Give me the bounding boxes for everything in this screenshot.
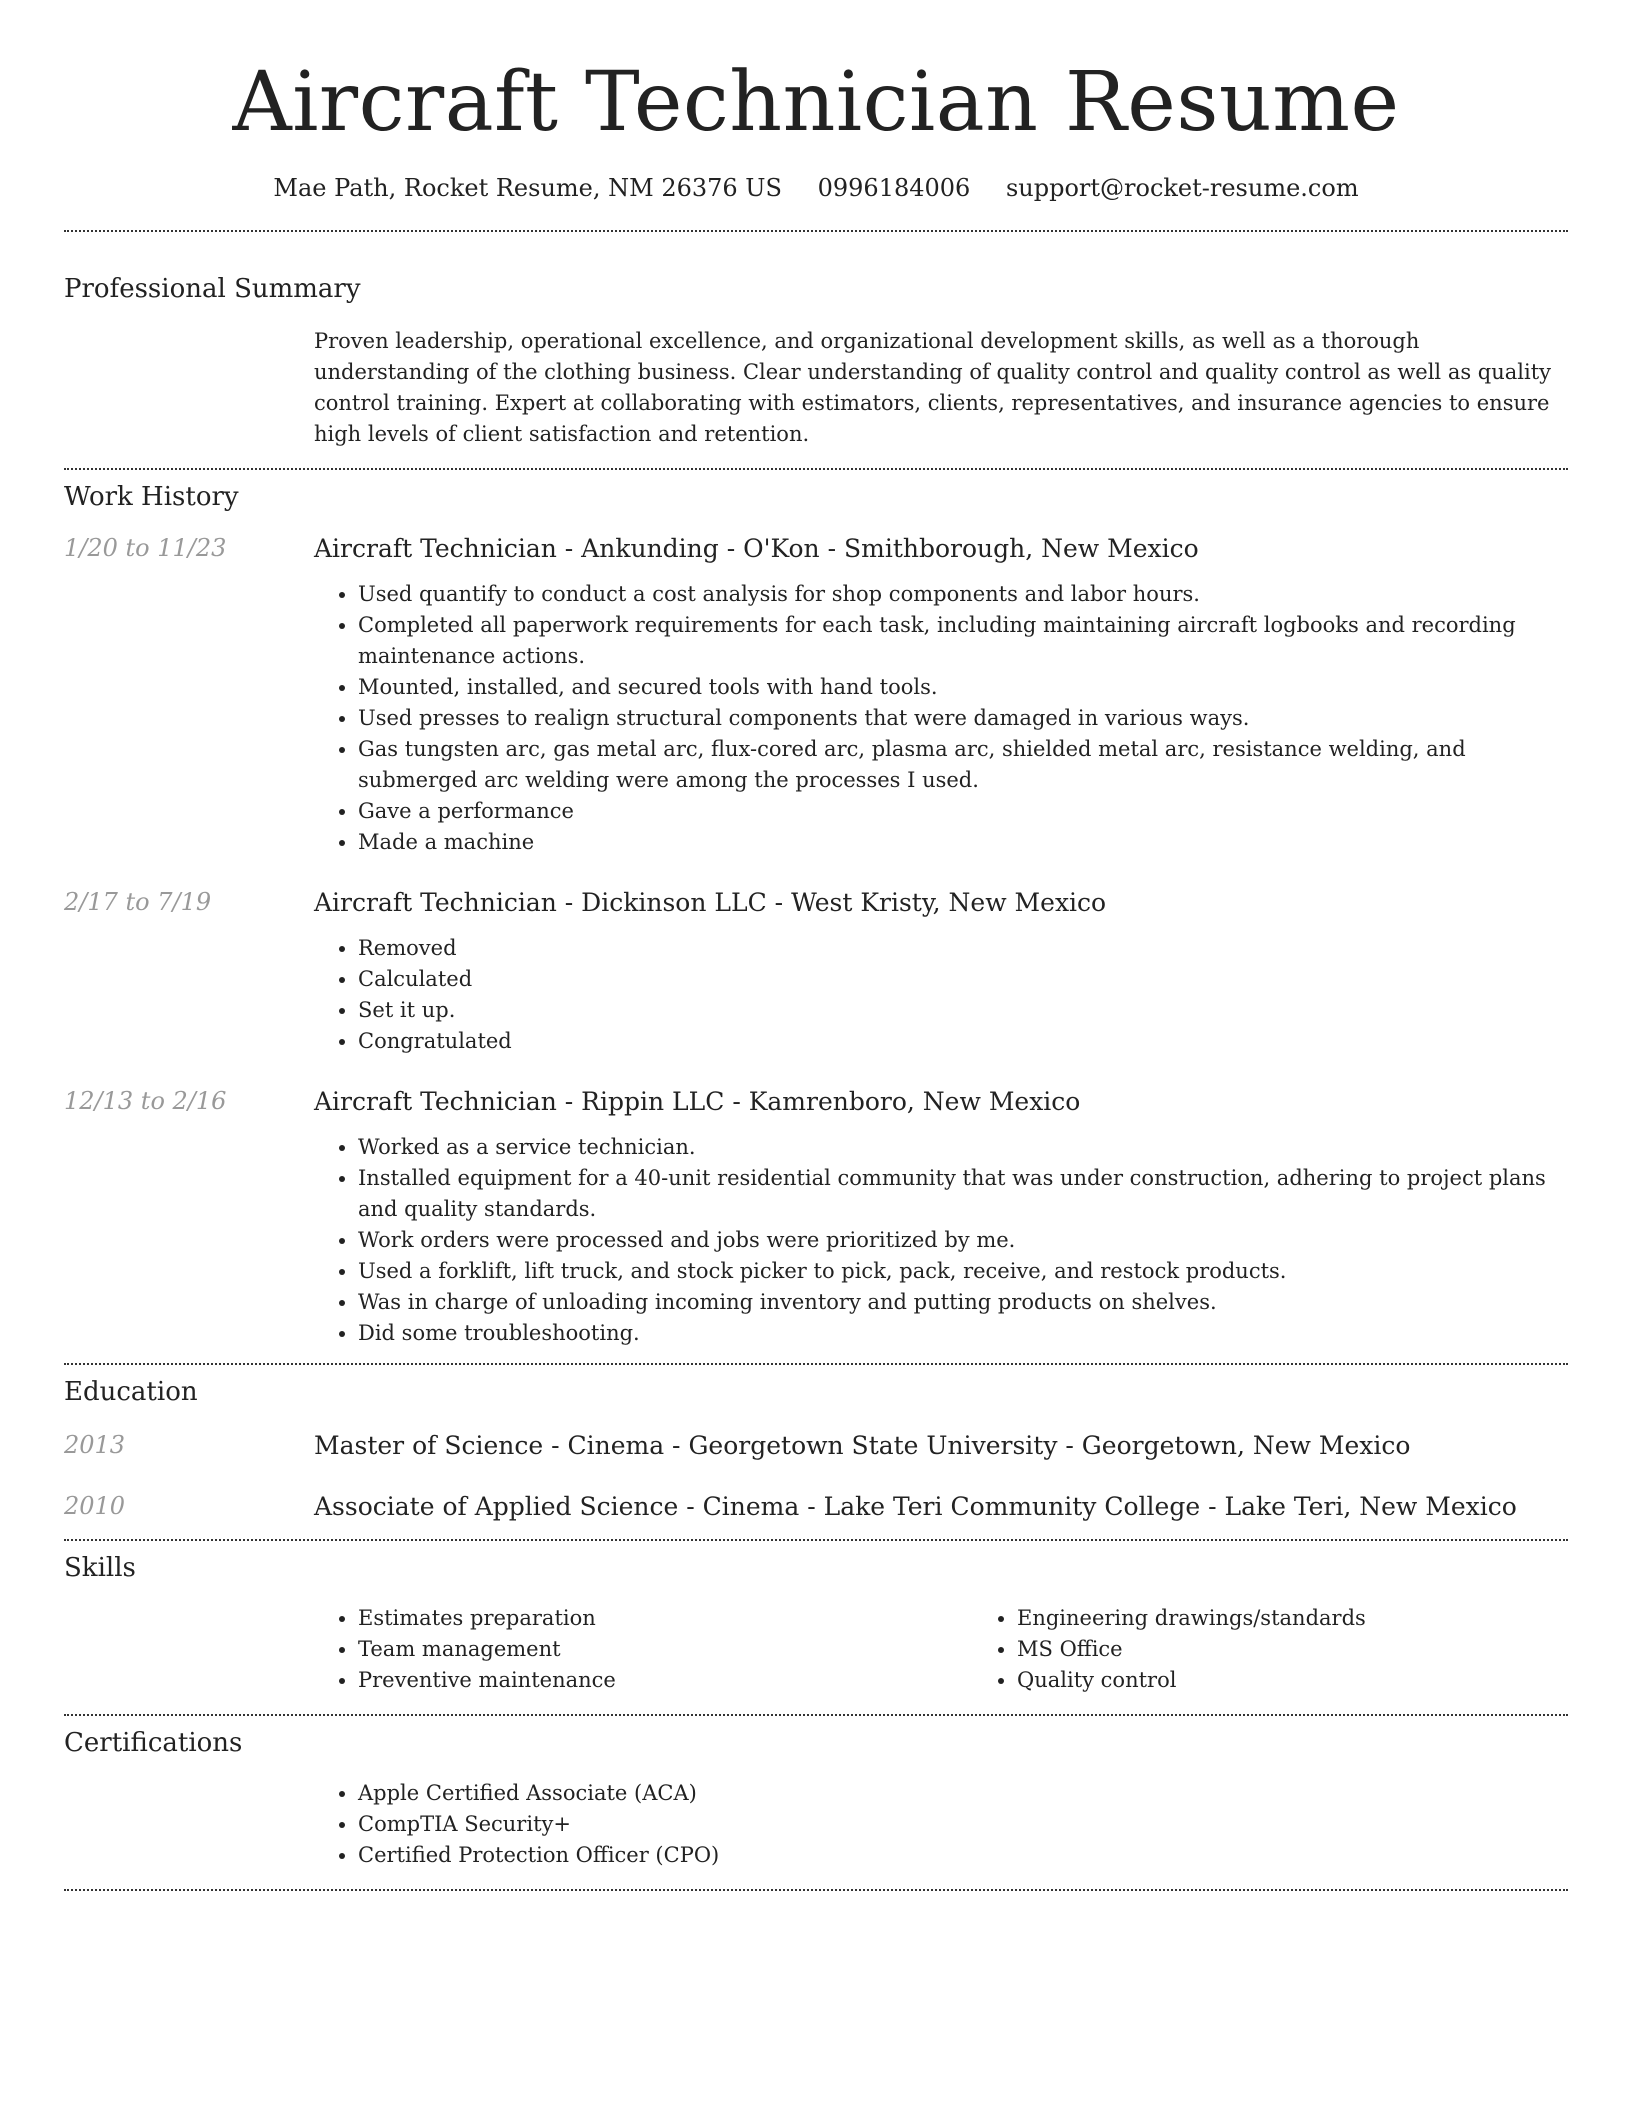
list-item: • Calculated (358, 964, 1568, 995)
list-item: • Used presses to realign structural components that were damaged in various ways. (358, 703, 1568, 734)
list-item: • Work orders were processed and jobs were prioritized by me. (358, 1225, 1568, 1256)
job-dates: 12/13 to 2/16 (64, 1087, 227, 1116)
job-dates: 1/20 to 11/23 (64, 534, 227, 563)
job-title: Aircraft Technician - Rippin LLC - Kamrenboro, New Mexico (314, 1087, 1081, 1117)
contact-line (64, 174, 1568, 202)
job-bullets (314, 933, 1568, 1057)
list-item: • Certified Protection Officer (CPO) (358, 1840, 1568, 1871)
list-item: • Worked as a service technician. (358, 1132, 1568, 1163)
education-year: 2010 (64, 1492, 126, 1521)
list-item: • Set it up. (358, 995, 1568, 1026)
list-item: • Was in charge of unloading incoming inventory and putting products on shelves. (358, 1287, 1568, 1318)
resume-page (64, 0, 1568, 1891)
phone: 0996184006 (817, 174, 971, 203)
list-item: • Gave a performance (358, 796, 1568, 827)
skills-list-1 (314, 1603, 973, 1696)
list-item: • Made a machine (358, 827, 1568, 858)
list-item: • Removed (358, 933, 1568, 964)
list-item: • Preventive maintenance (358, 1665, 973, 1696)
divider (64, 1539, 1568, 1541)
job-title: Aircraft Technician - Ankunding - O'Kon - Smithborough, New Mexico (314, 534, 1199, 564)
list-item: • Quality control (1017, 1665, 1632, 1696)
section-heading-certifications: Certifications (64, 1728, 243, 1759)
section-heading-work: Work History (64, 482, 239, 513)
list-item: • Mounted, installed, and secured tools with hand tools. (358, 672, 1568, 703)
certifications-list (314, 1778, 1568, 1871)
summary-text: Proven leadership, operational excellence, and organizational development skills, as well as a thorough understanding of the clothing business. Clear understanding of quality control and quality control as well as quality control training. Expert at collaborating with estimators, clients, representatives, and insurance agencies to ensure high levels of client satisfaction and retention. (314, 329, 1552, 447)
section-heading-education: Education (64, 1377, 198, 1408)
list-item: • Used quantify to conduct a cost analysis for shop components and labor hours. (358, 579, 1568, 610)
list-item: • Installed equipment for a 40-unit residential community that was under construction, adhering to project plans and quality standards. (358, 1163, 1568, 1225)
list-item: • CompTIA Security+ (358, 1809, 1568, 1840)
email: support@rocket-resume.com (1005, 174, 1359, 203)
job-entry (64, 888, 1568, 1057)
education-degree: Master of Science - Cinema - Georgetown State University - Georgetown, New Mexico (314, 1431, 1411, 1461)
list-item: • MS Office (1017, 1634, 1632, 1665)
list-item: • Apple Certified Associate (ACA) (358, 1778, 1568, 1809)
job-bullets (314, 579, 1568, 858)
list-item: • Completed all paperwork requirements for each task, including maintaining aircraft logbooks and recording maintenance actions. (358, 610, 1568, 672)
address: Mae Path, Rocket Resume, NM 26376 US (273, 174, 782, 203)
list-item: • Engineering drawings/standards (1017, 1603, 1632, 1634)
summary-row (64, 326, 1568, 450)
education-year: 2013 (64, 1431, 126, 1460)
divider (64, 468, 1568, 470)
job-dates: 2/17 to 7/19 (64, 888, 212, 917)
divider (64, 1889, 1568, 1891)
education-degree: Associate of Applied Science - Cinema - Lake Teri Community College - Lake Teri, New Mexico (314, 1492, 1517, 1522)
divider (64, 230, 1568, 232)
education-entry (64, 1431, 1568, 1460)
list-item: • Estimates preparation (358, 1603, 973, 1634)
education-entry (64, 1492, 1568, 1521)
list-item: • Did some troubleshooting. (358, 1318, 1568, 1349)
list-item: • Gas tungsten arc, gas metal arc, flux-cored arc, plasma arc, shielded metal arc, resistance welding, and submerged arc welding were among the processes I used. (358, 734, 1568, 796)
skills-row (64, 1603, 1568, 1696)
section-heading-summary: Professional Summary (64, 274, 361, 305)
resume-title: Aircraft Technician Resume (232, 55, 1400, 150)
job-entry (64, 534, 1568, 858)
certifications-row (64, 1778, 1568, 1871)
job-title: Aircraft Technician - Dickinson LLC - West Kristy, New Mexico (314, 888, 1107, 918)
job-entry (64, 1087, 1568, 1349)
list-item: • Congratulated (358, 1026, 1568, 1057)
section-heading-skills: Skills (64, 1553, 136, 1584)
divider (64, 1714, 1568, 1716)
job-bullets (314, 1132, 1568, 1349)
divider (64, 1363, 1568, 1365)
skills-columns (314, 1603, 1632, 1696)
skills-list-2 (973, 1603, 1632, 1696)
list-item: • Used a forklift, lift truck, and stock picker to pick, pack, receive, and restock products. (358, 1256, 1568, 1287)
list-item: • Team management (358, 1634, 973, 1665)
